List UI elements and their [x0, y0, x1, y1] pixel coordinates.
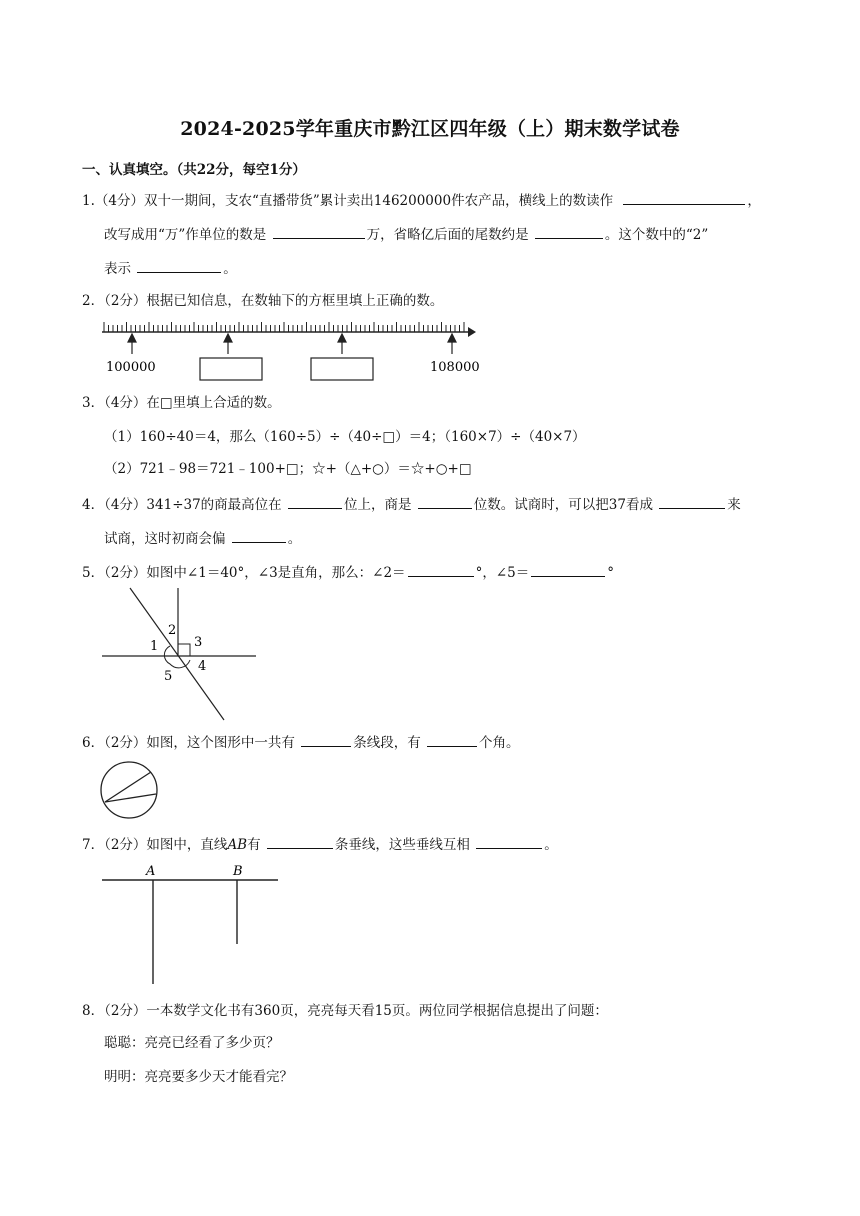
axis-arrow-icon [468, 327, 476, 337]
q6-line [82, 732, 520, 752]
q7-text-b: 有 [247, 837, 261, 853]
q4-text-f: 。 [287, 531, 302, 547]
page-title: 2024-2025学年重庆市黔江区四年级（上）期末数学试卷 [180, 118, 680, 140]
point-a-label: A [146, 864, 156, 879]
number-line-figure [98, 318, 482, 384]
q3-part2: （2）721﹣98＝721﹣100+□；☆+（△+○）＝☆+○+□ [104, 461, 472, 477]
q5-line [82, 562, 614, 582]
q4-line1 [82, 494, 741, 514]
q1-text-g: 。 [223, 261, 237, 277]
circle-shape [101, 762, 157, 818]
q6-text-a: 6．（2分）如图，这个图形中一共有 [82, 735, 295, 751]
q1-text-b: ， [747, 193, 761, 209]
q4-text-a: 4．（4分）341÷37的商最高位在 [82, 497, 282, 513]
angle-arc [164, 646, 190, 668]
q7-text-ab: AB [227, 837, 248, 853]
q1-text-f: 表示 [104, 261, 131, 277]
q7-text-d: 。 [544, 837, 558, 853]
angle-label-1: 1 [150, 639, 159, 654]
chord-upper [105, 772, 151, 802]
circle-figure [98, 760, 162, 820]
section-heading: 一、认真填空。（共22分，每空1分） [82, 162, 306, 178]
q8-congcong: 聪聪：亮亮已经看了多少页？ [104, 1035, 280, 1051]
q4-blank-digits[interactable] [418, 494, 472, 509]
q6-blank-segments[interactable] [301, 732, 351, 747]
number-start-label: 100000 [106, 360, 156, 375]
q1-line1 [82, 190, 761, 210]
q1-text-a: 1.（4分）双十一期间，支农“直播带货”累计卖出146200000件农产品，横线上的数读作 [82, 193, 614, 209]
q5-text-a: 5．（2分）如图中∠1＝40°，∠3是直角，那么：∠2＝ [82, 565, 406, 581]
q7-blank-relation[interactable] [476, 834, 542, 849]
chord-lower [105, 794, 156, 802]
q4-text-e: 试商，这时初商会偏 [104, 531, 226, 547]
q1-blank-wan[interactable] [273, 224, 365, 239]
q1-line3 [104, 258, 237, 278]
q4-text-c: 位数。试商时，可以把37看成 [473, 497, 653, 513]
angle-label-3: 3 [194, 635, 203, 650]
q2-text: 2．（2分）根据已知信息，在数轴下的方框里填上正确的数。 [82, 293, 444, 309]
angle-label-2: 2 [168, 623, 177, 638]
q5-blank-angle5[interactable] [531, 562, 605, 577]
q7-line [82, 834, 558, 854]
q7-blank-count[interactable] [267, 834, 333, 849]
q1-text-c: 改写成用“万”作单位的数是 [104, 227, 267, 243]
angle-figure [98, 584, 260, 722]
q6-text-c: 个角。 [479, 735, 520, 751]
angle-label-5: 5 [164, 669, 173, 684]
q1-blank-reading[interactable] [623, 190, 745, 205]
point-b-label: B [233, 864, 243, 879]
diagonal-line [130, 588, 224, 720]
answer-box-1[interactable] [200, 358, 262, 380]
q5-text-b: °，∠5＝ [475, 565, 530, 581]
q4-text-b: 位上，商是 [343, 497, 412, 513]
perpendicular-figure [98, 860, 282, 988]
q7-text-c: 条垂线，这些垂线互相 [334, 837, 470, 853]
q3-text: 3．（4分）在□里填上合适的数。 [82, 395, 281, 411]
q1-text-d: 万，省略亿后面的尾数约是 [366, 227, 529, 243]
q3-part1: （1）160÷40＝4，那么（160÷5）÷（40÷□）＝4；（160×7）÷（40×7） [104, 429, 586, 445]
angle-label-4: 4 [198, 659, 207, 674]
q1-blank-yi[interactable] [535, 224, 603, 239]
answer-box-2[interactable] [311, 358, 373, 380]
q6-text-b: 条线段，有 [353, 735, 421, 751]
right-angle-mark [178, 644, 190, 656]
q6-blank-angles[interactable] [427, 732, 477, 747]
q1-text-e: 。这个数中的“2” [604, 227, 709, 243]
q4-text-d: 来 [727, 497, 741, 513]
q8-mingming: 明明：亮亮要多少天才能看完？ [104, 1069, 293, 1085]
q4-blank-bias[interactable] [232, 528, 286, 543]
q4-line2 [104, 528, 301, 548]
q8-text: 8．（2分）一本数学文化书有360页，亮亮每天看15页。两位同学根据信息提出了问题： [82, 1003, 608, 1019]
q4-blank-position[interactable] [288, 494, 342, 509]
q4-blank-estimate[interactable] [659, 494, 725, 509]
q5-blank-angle2[interactable] [408, 562, 474, 577]
q1-line2 [104, 224, 708, 244]
number-end-label: 108000 [430, 360, 480, 375]
q5-text-c: ° [607, 565, 614, 581]
q7-text-a: 7．（2分）如图中，直线 [82, 837, 228, 853]
q1-blank-meaning[interactable] [137, 258, 221, 273]
